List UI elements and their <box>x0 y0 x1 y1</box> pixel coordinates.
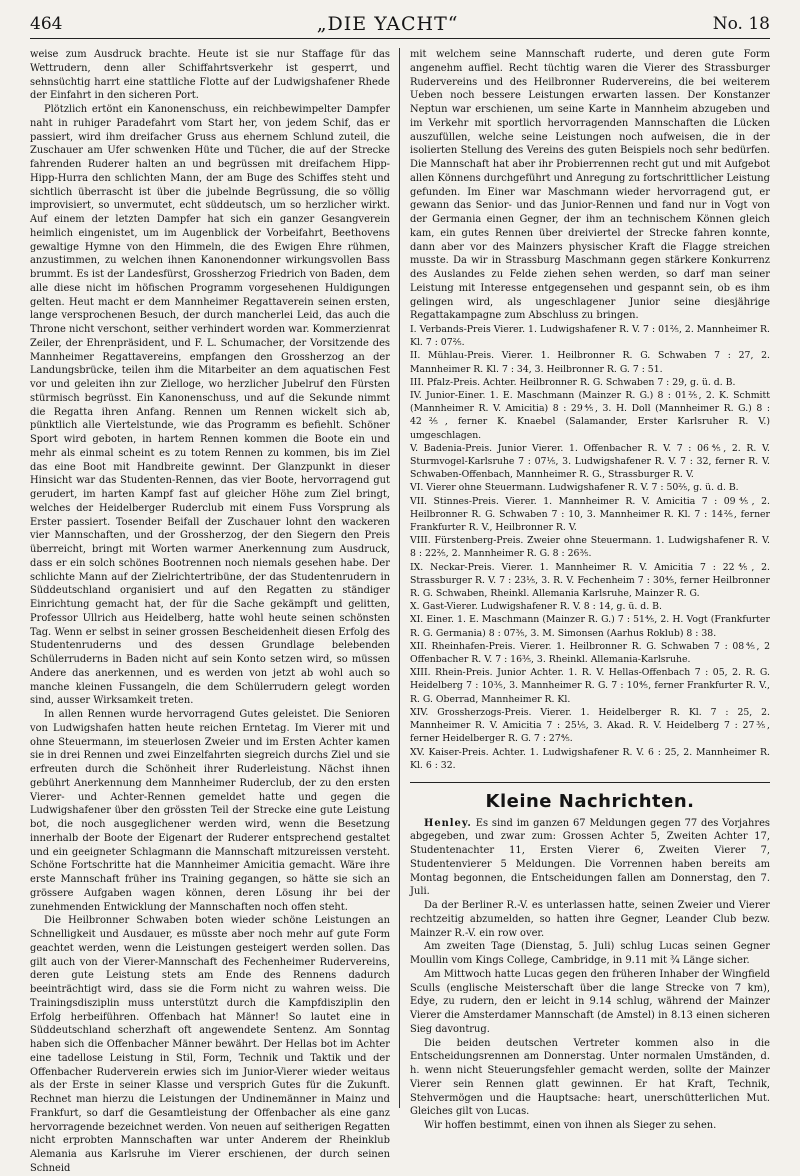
place-name: Henley. <box>424 817 472 829</box>
result-entry: II. Mühlau-Preis. Vierer. 1. Heilbronner R. G. Schwaben 7 : 27, 2. Mannheimer R. Kl. 7 : 34, 3. Heilbronner R. G. 7 : 51. <box>410 350 770 375</box>
news-paragraph: Da der Berliner R.-V. es unterlassen hatte, seinen Zweier und Vierer rechtzeitig abzumelden, so hatten ihre Gegner, Leander Club bezw. Mainzer R.-V. ein row over. <box>410 900 770 939</box>
magazine-title: „DIE YACHT“ <box>316 13 459 35</box>
result-entry: XV. Kaiser-Preis. Achter. 1. Ludwigshafener R. V. 6 : 25, 2. Mannheimer R. Kl. 6 : 32. <box>410 746 770 771</box>
result-entry: XII. Rheinhafen-Preis. Vierer. 1. Heilbronner R. G. Schwaben 7 : 08⅘, 2 Offenbacher R. V. 7 : 16⅗, 3. Rheinkl. Allemania-Karlsruhe. <box>410 640 770 666</box>
news-paragraph: Am Mittwoch hatte Lucas gegen den früheren Inhaber der Wingfield Sculls (englische Meisterschaft über die lange Strecke von 7 km), Edye, zu rudern, den er leicht in 9.14 schlug, während der Mainzer Vierer die Amsterdamer Mannschaft (de Amstel) in 8.13 einen sicheren Sieg davontrug. <box>410 968 770 1035</box>
page-number: 464 <box>30 14 63 34</box>
article-paragraph: weise zum Ausdruck brachte. Heute ist sie nur Staffage für das Wettrudern, denn aller Schiffahrtsverkehr ist gesperrt, und sehnsüchtig harrt eine stattliche Flotte auf der Ludwigshafener Rhede der Einfahrt in den sicheren Port. <box>30 49 390 102</box>
article-paragraph: Die Heilbronner Schwaben boten wieder schöne Leistungen an Schnelligkeit und Ausdauer, es müsste aber noch mehr auf gute Form geachtet werden, wenn die Leistungen gesteigert werden sollen. Das gilt auch von der Vierer-Mannschaft des Fechenheimer Rudervereins, deren gute Leistung stets am Ende des Rennens dadurch beeinträchtigt wird, dass sie die Form nicht zu wahren weiss. Die Trainingsdisziplin muss unterstützt durch die Kampfdisziplin den Erfolg herbeiführen. Offenbach hat Männer! So lautet eine in Süddeutschland scherzhaft oft angewendete Sentenz. Am Sonntag haben sich die Offenbacher Männer bewährt. Der Hellas bot im Achter eine tadellose Leistung in Stil, Form, Technik und Taktik und der Offenbacher Ruderverein erwies sich im Junior-Vierer wieder weitaus als der Erste in seiner Klasse und versprich Gutes für die Zukunft. Rechnet man hierzu die Leistungen der Undinemänner in Mainz und Frankfurt, so darf die Gesamtleistung der Offenbacher als eine ganz hervorragende bezeichnet werden. Von neuen auf seitherigen Regatten nicht erprobten Mannschaften war unter Anderem der Rheinklub Alemania aus Karlsruhe im Vierer erschienen, der durch seinen Schneid <box>30 915 390 1174</box>
result-entry: VII. Stinnes-Preis. Vierer. 1. Mannheimer R. V. Amicitia 7 : 09⅘, 2. Heilbronner R. G. Schwaben 7 : 10, 3. Mannheimer R. Kl. 7 : 14⅖, ferner Frankfurter R. V., Heilbronner R. V. <box>410 495 770 534</box>
news-paragraph: Wir hoffen bestimmt, einen von ihnen als Sieger zu sehen. <box>424 1120 717 1132</box>
result-entry: V. Badenia-Preis. Junior Vierer. 1. Offenbacher R. V. 7 : 06⅘, 2. R. V. Sturmvogel-Karlsruhe 7 : 07⅕, 3. Ludwigshafener R. V. 7 : 32, ferner R. V. Schwaben-Offenbach, Mannheimer R. G., Strassburger R. V. <box>410 442 770 481</box>
left-column <box>30 48 390 1176</box>
news-paragraph: Am zweiten Tage (Dienstag, 5. Juli) schlug Lucas seinen Gegner Moullin vom Kings College, Cambridge, in 9.11 mit ¾ Länge sicher. <box>410 941 770 967</box>
result-entry: X. Gast-Vierer. Ludwigshafener R. V. 8 : 14, g. ü. d. B. <box>410 601 662 613</box>
column-divider <box>399 48 400 1108</box>
right-column <box>410 48 770 1133</box>
result-entry: IV. Junior-Einer. 1. E. Maschmann (Mainzer R. G.) 8 : 01⅖, 2. K. Schmitt (Mannheimer R. V. Amicitia) 8 : 29⅘, 3. H. Doll (Mannheimer R. G.) 8 : 42⅖, ferner K. Knaebel (Salamander, Erster Karlsruher R. V.) umgeschlagen. <box>410 390 770 441</box>
page-header <box>30 10 770 39</box>
article-paragraph: Plötzlich ertönt ein Kanonenschuss, ein reichbewimpelter Dampfer naht in ruhiger Paradefahrt vom Start her, von jedem Schif, das er passiert, wird ihm dreifacher Gruss aus ehernem Schlund zuteil, die Zuschauer am Ufer schwenken Hüte und Tücher, die auf der Strecke fahrenden Ruderer halten an und begrüssen mit dreifachem Hipp-Hipp-Hurra den schlichten Mann, der am Buge des Schiffes steht und sichtlich überrascht ist über die jubelnde Begrüssung, die so völlig improvisiert, so unvermutet, echt süddeutsch, um so herzlicher wirkt. Auf einem der letzten Dampfer hat sich ein ganzer Gesangverein heimlich eingenistet, um im Augenblick der Vorbeifahrt, Beethovens gewaltige Hymne von den Himmeln, die des Ewigen Ehre rühmen, anzustimmen, zu welchen ihnen Kanonendonner wirkungsvollen Bass brummt. Es ist der Landesfürst, Grossherzog Friedrich von Baden, dem alle diese nicht im höfischen Programm vorgesehenen Huldigungen gelten. Heut macht er dem Mannheimer Regattaverein seinen ersten, lange versprochenen Besuch, der durch mancherlei Leid, das auch die Throne nicht verschont, seither verhindert worden war. Kommerzienrat Zeiler, der Ehrenpräsident, und F. L. Schumacher, der Vorsitzende des Mannheimer Regattavereins, empfangen den Grossherzog an der Landungsbrücke, teilen ihm die Mitarbeiter an dem aquatischen Fest vor und geleiten ihn zur Zielloge, wo herzlicher Jubelruf den Fürsten stürmisch begrüsst. Ein Kanonenschuss, und auf die Sekunde nimmt die Regatta ihren Anfang. Rennen um Rennen wickelt sich ab, pünktlich alle Viertelstunde, wie das Programm es befiehlt. Schöner Sport wird geboten, in hartem Rennen kommen die Boote ein und mehr als einmal scheint es zu totem Rennen zu kommen, bis im Ziel das eine Boot mit Handbreite gewinnt. Der Glanzpunkt in dieser Hinsicht war das Studenten-Rennen, das vier Boote, hervorragend gut gerudert, im harten Kampf fast auf gleicher Höhe zum Ziel bringt, welches der Heidelberger Ruderclub mit einem Fuss Vorsprung als Erster passiert. Tosender Beifall der Zuschauer lohnt den wackeren vier Mannschaften, und der Grossherzog, der den Siegern den Preis überreicht, bringt mit Worten warmer Anerkennung zum Ausdruck, dass er ein solch schönes Bootrennen noch niemals gesehen habe. Der schlichte Mann auf der Zielrichtertribüne, der das Studentenrudern in Süddeutschland organisiert und auf den Regatten zu ständiger Einrichtung gemacht hat, der für die Sache gekämpft und gelitten, Professor Ullrich aus Heidelberg, hatte wohl heute seinen schönsten Tag. Wenn er selbst in seiner grossen Bescheidenheit diesen Erfolg des Studentenruderns und des dessen Grundlage belebenden Schülerruderns in Baden nicht auf sein Konto setzen wird, so müssen Andere das anerkennen, und es werden von jetzt ab wohl auch so manche kleinen Fussangeln, die dem Schülerrudern gelegt worden sind, ausser Wirksamkeit treten. <box>30 104 390 707</box>
section-title: Kleine Nachrichten. <box>485 790 695 812</box>
section-rule <box>410 782 770 783</box>
result-entry: IX. Neckar-Preis. Vierer. 1. Mannheimer R. V. Amicitia 7 : 22⅘, 2. Strassburger R. V. 7 : 23⅕, 3. R. V. Fechenheim 7 : 30⅘, ferner Heilbronner R. G. Schwaben, Rheinkl. Allemania Karlsruhe, Mainzer R. G. <box>410 561 770 600</box>
result-entry: VI. Vierer ohne Steuermann. Ludwigshafener R. V. 7 : 50⅖, g. ü. d. B. <box>410 482 739 494</box>
article-paragraph: mit welchem seine Mannschaft ruderte, und deren gute Form angenehm auffiel. Recht tüchtig waren die Vierer des Strassburger Rudervereins und des Heilbronner Rudervereins, die bei weiterem Ueben noch bessere Leistungen erwarten lassen. Der Konstanzer Neptun war erschienen, um seine Karte in Mannheim abzugeben und im Verkehr mit sportlich hervorragenden Mannschaften die Lücken auszufüllen, welche seine Leistungen noch aufweisen, die in der isolierten Stellung des Vereins des guten Beispiels noch sehr bedürfen. Die Mannschaft hat aber ihr Probierrennen recht gut und mit Aufgebot allen Könnens durchgeführt und Anregung zu fortschrittlicher Leistung gefunden. Im Einer war Maschmann wieder hervorragend gut, er gewann das Senior- und das Junior-Rennen und fand nur in Vogt von der Germania einen Gegner, der ihm an technischem Können gleich kam, ein gutes Rennen über dreiviertel der Strecke fahren konnte, dann aber vor des Mainzers physischer Kraft die Flagge streichen musste. Da wir in Strassburg Maschmann gegen stärkere Konkurrenz des Auslandes zu Felde ziehen sehen werden, so darf man seiner Leistung mit Interesse entgegensehen und gespannt sein, ob es ihm gelingen wird, als ungeschlagener Junior seine diesjährige Regattakampagne zum Abschluss zu bringen. <box>410 49 770 322</box>
result-entry: I. Verbands-Preis Vierer. 1. Ludwigshafener R. V. 7 : 01⅖, 2. Mannheimer R. Kl. 7 : 07⅖. <box>410 324 770 349</box>
result-entry: VIII. Fürstenberg-Preis. Zweier ohne Steuermann. 1. Ludwigshafener R. V. 8 : 22⅖, 2. Mannheimer R. G. 8 : 26⅗. <box>410 535 770 560</box>
news-paragraph: Es sind im ganzen 67 Meldungen gegen 77 des Vorjahres abgegeben, und zwar zum: Grossen Achter 5, Zweiten Achter 17, Studentenachter 11, Ersten Vierer 6, Zweiten Vierer 7, Studentenvierer 5 Meldungen. Die Vorrennen haben bereits am Montag begonnen, die Entscheidungen fallen am Donnerstag, den 7. Juli. <box>410 817 770 898</box>
news-paragraph: Die beiden deutschen Vertreter kommen also in die Entscheidungsrennen am Donnerstag. Unter normalen Umständen, d. h. wenn nicht Steuerungsfehler gemacht werden, sollte der Mainzer Vierer sein Rennen glatt gewinnen. Er hat Kraft, Technik, Stehvermögen und die Hauptsache: heart, unerschütterlichen Mut. Gleiches gilt von Lucas. <box>410 1037 770 1118</box>
article-paragraph: In allen Rennen wurde hervorragend Gutes geleistet. Die Senioren von Ludwigshafen hatten heute reichen Erntetag. Im Vierer mit und ohne Steuermann, im steuerlosen Zweier und im Ersten Achter kamen sie in drei Rennen und zwei Einzelfahrten siegreich durchs Ziel und sie erfreuten durch die Schönheit ihrer Ruderleistung. Nächst ihnen gebührt Anerkennung dem Mannheimer Ruderclub, der zu den ersten Vierer- und Achter-Rennen gemeldet hatte und gegen die Ludwigshafener über den grössten Teil der Strecke eine gute Leistung bot, die noch ausgeglichener werden wird, wenn die Besetzung innerhalb der Boote der Eigenart der Ruderer entsprechend gestaltet und ein geeigneter Schlagmann die Mannschaft mitzureissen versteht. Schöne Fortschritte hat die Mannheimer Amicitia gemacht. Wäre ihre erste Mannschaft früher ins Training gegangen, so hätte sie sich an grössere Aufgaben wagen können, deren Lösung ihr bei der zunehmenden Entwicklung der Mannschaften noch offen steht. <box>30 709 390 913</box>
results-list <box>410 323 770 772</box>
issue-number: No. 18 <box>712 14 770 34</box>
result-entry: XIV. Grossherzogs-Preis. Vierer. 1. Heidelberger R. Kl. 7 : 25, 2. Mannheimer R. V. Amicitia 7 : 25⅕, 3. Akad. R. V. Heidelberg 7 : 27⅗, ferner Heidelberger R. G. 7 : 27⅘. <box>410 706 770 745</box>
result-entry: XIII. Rhein-Preis. Junior Achter. 1. R. V. Hellas-Offenbach 7 : 05, 2. R. G. Heidelberg 7 : 10⅗, 3. Mannheimer R. G. 7 : 10⅘, ferner Frankfurter R. V., R. G. Oberrad, Mannheimer R. Kl. <box>410 667 770 705</box>
result-entry: XI. Einer. 1. E. Maschmann (Mainzer R. G.) 7 : 51⅘, 2. H. Vogt (Frankfurter R. G. Germania) 8 : 07⅗, 3. M. Simonsen (Aarhus Roklub) 8 : 38. <box>410 614 770 639</box>
result-entry: III. Pfalz-Preis. Achter. Heilbronner R. G. Schwaben 7 : 29, g. ü. d. B. <box>410 376 736 388</box>
